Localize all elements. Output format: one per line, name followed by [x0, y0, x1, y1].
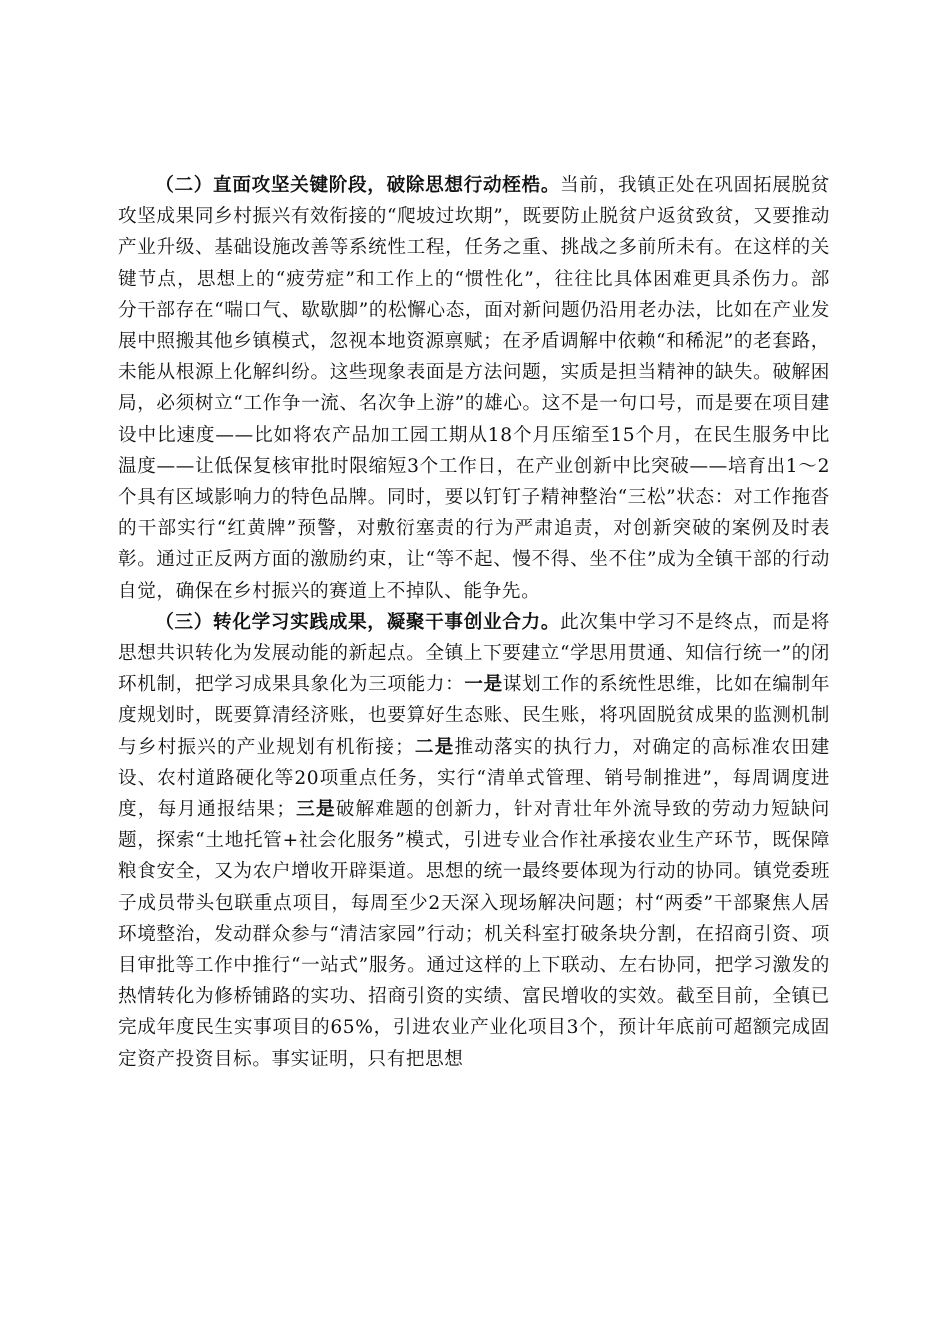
ability-marker-2: 二是: [414, 736, 455, 758]
ability-marker-3: 三是: [295, 799, 336, 821]
section-3-body-4: 破解难题的创新力，针对青壮年外流导致的劳动力短缺问题，探索“土地托管+社会化服务”模式，引进专业合作社承接农业生产环节，既保障粮食安全，又为农户增收开辟渠道。思想的统一最终要体现为行动的协同。镇党委班子成员带头包联重点项目，每周至少2天深入现场解决问题；村“两委”干部聚焦人居环境整治，发动群众参与“清洁家园”行动；机关科室打破条块分割，在招商引资、项目审批等工作中推行“一站式”服务。通过这样的上下联动、左右协同，把学习激发的热情转化为修桥铺路的实功、招商引资的实绩、富民增收的实效。截至目前，全镇已完成年度民生实事项目的65%，引进农业产业化项目3个，预计年底前可超额完成固定资产投资目标。事实证明，只有把思想: [118, 799, 830, 1070]
ability-marker-1: 一是: [464, 674, 503, 696]
section-3-heading: （三）转化学习实践成果，凝聚干事创业合力。: [155, 611, 561, 633]
section-3-body-1: 此次集中学习不是终点，而是将思想共识转化为发展动能的新起点。全镇上下要建立“学思用贯通、知信行统一”的闭环机制，把学习成果具象化为三项能力：: [118, 611, 830, 696]
section-2-heading: （二）直面攻坚关键阶段，破除思想行动桎梏。: [155, 175, 561, 196]
section-2-body: 当前，我镇正处在巩固拓展脱贫攻坚成果同乡村振兴有效衔接的“爬坡过坎期”，既要防止脱贫户返贫致贫，又要推动产业升级、基础设施改善等系统性工程，任务之重、挑战之多前所未有。在这样的关键节点，思想上的“疲劳症”和工作上的“惯性化”，往往比具体困难更具杀伤力。部分干部存在“喘口气、歇歇脚”的松懈心态，面对新问题仍沿用老办法，比如在产业发展中照搬其他乡镇模式，忽视本地资源禀赋；在矛盾调解中依赖“和稀泥”的老套路，未能从根源上化解纠纷。这些现象表面是方法问题，实质是担当精神的缺失。破解困局，必须树立“工作争一流、名次争上游”的雄心。这不是一句口号，而是要在项目建设中比速度——比如将农产品加工园工期从18个月压缩至15个月，在民生服务中比温度——让低保复核审批时限缩短3个工作日，在产业创新中比突破——培育出1～2个具有区域影响力的特色品牌。同时，要以钉钉子精神整治“三松”状态：对工作拖沓的干部实行“红黄牌”预警，对敷衍塞责的行为严肃追责，对创新突破的案例及时表彰。通过正反两方面的激励约束，让“等不起、慢不得、坐不住”成为全镇干部的行动自觉，确保在乡村振兴的赛道上不掉队、能争先。: [118, 175, 830, 602]
section-3-body-3: 推动落实的执行力，对确定的高标准农田建设、农村道路硬化等20项重点任务，实行“清单式管理、销号制推进”，每周调度进度，每月通报结果；: [118, 736, 830, 821]
section-2-paragraph: [118, 170, 830, 607]
section-3-body-2: 谋划工作的系统性思维，比如在编制年度规划时，既要算清经济账，也要算好生态账、民生账，将巩固脱贫成果的监测机制与乡村振兴的产业规划有机衔接；: [118, 674, 831, 758]
section-3-paragraph: [118, 607, 830, 1075]
